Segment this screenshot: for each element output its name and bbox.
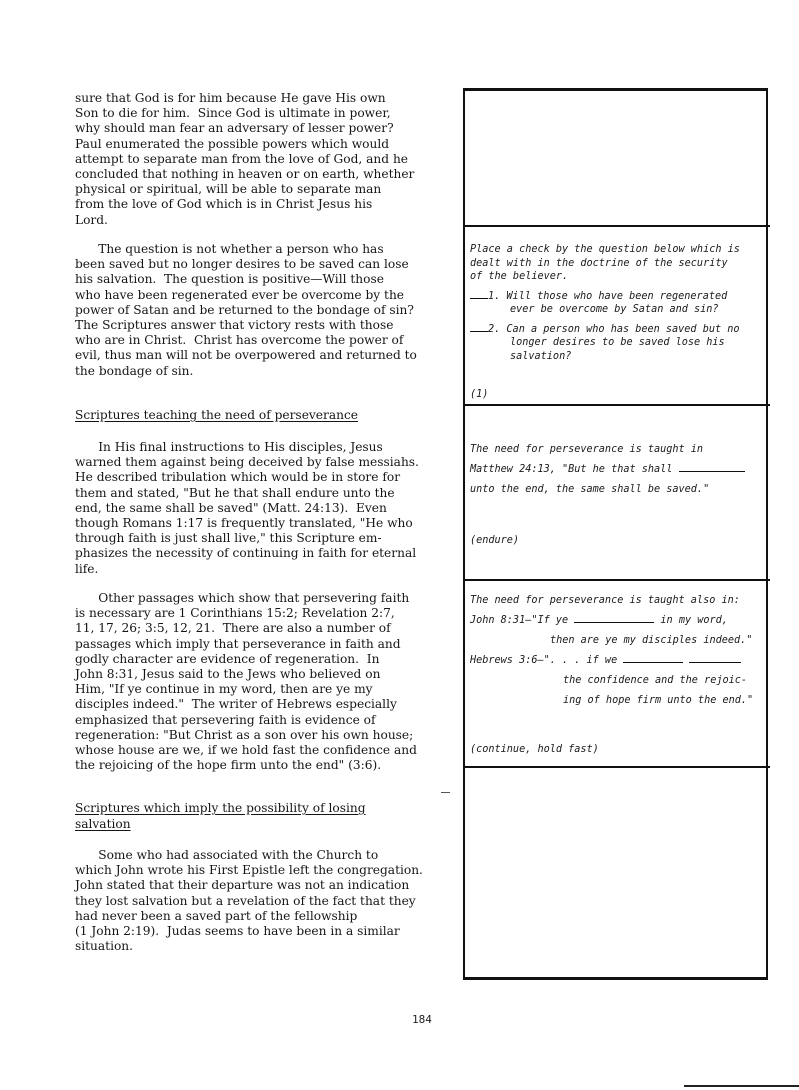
answer-blank-hold[interactable] — [623, 652, 683, 663]
paragraph-line: 11, 17, 26; 3:5, 12, 21. There are also a number of — [75, 621, 391, 636]
frame-instruction: of the believer. — [470, 271, 569, 282]
paragraph-line: phasizes the necessity of continuing in faith for eternal — [75, 546, 417, 561]
paragraph-line: physical or spiritual, will be able to separate man — [75, 182, 382, 197]
frame-text: unto the end, the same shall be saved." — [470, 484, 710, 495]
frame-3-answer: (endure) — [470, 535, 520, 546]
section-heading-losing-salvation — [75, 801, 366, 832]
page-number: 184 — [412, 1013, 432, 1026]
frame-security-question — [470, 243, 765, 363]
option-number: 2. — [488, 323, 501, 335]
paragraph-line: Some who had associated with the Church to — [75, 848, 379, 862]
check-blank-1[interactable] — [470, 288, 488, 299]
paragraph-line: Other passages which show that persevering faith — [75, 591, 410, 605]
paragraph-line: The Scriptures answer that victory rests with those — [75, 318, 394, 333]
option-text: longer desires to be saved lose his — [510, 337, 725, 348]
frame-divider-3 — [463, 579, 770, 581]
paragraph-line: Lord. — [75, 212, 108, 227]
frame-divider-4 — [463, 766, 770, 768]
paragraph-line: them and stated, "But he that shall endure unto the — [75, 485, 395, 500]
frame-text: then are ye my disciples indeed." — [550, 635, 753, 646]
paragraph-line: emphasized that persevering faith is evidence of — [75, 712, 376, 727]
frame-matthew — [470, 440, 765, 500]
option-text: ever be overcome by Satan and sin? — [510, 304, 719, 315]
frame-text: Matthew 24:13, "But he that shall — [470, 464, 673, 475]
paragraph-line: attempt to separate man from the love of God, and he — [75, 151, 409, 166]
paragraph-line: evil, thus man will not be overpowered and returned to — [75, 348, 417, 363]
paragraph-line: (1 John 2:19). Judas seems to have been in a similar — [75, 924, 400, 939]
frame-instruction: Place a check by the question below which is — [470, 244, 740, 255]
paragraph-line: sure that God is for him because He gave His own — [75, 91, 386, 105]
frames-box — [463, 88, 768, 980]
frame-text: ing of hope firm unto the end." — [563, 695, 754, 706]
paragraph-line: Him, "If ye continue in my word, then are ye my — [75, 682, 373, 697]
frame-text: in my word, — [660, 615, 728, 626]
paragraph-line: who are in Christ. Christ has overcome the power of — [75, 333, 404, 348]
paragraph-line: which John wrote his First Epistle left the congregation. — [75, 863, 423, 878]
frame-text: The need for perseverance is taught in — [470, 444, 704, 455]
option-number: 1. — [488, 290, 501, 302]
paragraph-line: from the love of God which is in Christ Jesus his — [75, 197, 373, 212]
paragraph-4 — [75, 591, 467, 773]
frame-text: John 8:31—"If ye — [470, 615, 569, 626]
paragraph-line: Son to die for him. Since God is ultimate in power, — [75, 106, 391, 121]
paragraph-line: The question is not whether a person who has — [75, 242, 384, 256]
paragraph-line: who have been regenerated ever be overcome by the — [75, 287, 405, 302]
paragraph-line: concluded that nothing in heaven or on earth, whether — [75, 167, 415, 182]
frame-4-answer: (continue, hold fast) — [470, 744, 599, 755]
frame-text: the confidence and the rejoic- — [563, 675, 748, 686]
option-text: Will those who have been regenerated — [506, 290, 728, 302]
frame-john-hebrews — [470, 591, 765, 711]
paragraph-line: whose house are we, if we hold fast the confidence and — [75, 743, 417, 758]
frame-divider-2 — [463, 404, 770, 406]
paragraph-line: the bondage of sin. — [75, 363, 194, 378]
option-text: Can a person who has been saved but no — [506, 323, 740, 335]
paragraph-line: disciples indeed." The writer of Hebrews especially — [75, 697, 397, 712]
paragraph-line: life. — [75, 561, 99, 576]
frame-divider-1 — [463, 225, 770, 227]
paragraph-line: his salvation. The question is positive—Will those — [75, 272, 384, 287]
heading-text-line-1: Scriptures which imply the possibility of losing — [75, 801, 366, 815]
paragraph-line: He described tribulation which would be in store for — [75, 470, 401, 485]
paragraph-line: end, the same shall be saved" (Matt. 24:13). Even — [75, 500, 387, 515]
frame-instruction: dealt with in the doctrine of the security — [470, 257, 728, 269]
paragraph-line: power of Satan and be returned to the bondage of sin? — [75, 302, 414, 317]
paragraph-line: through faith is just shall live," this Scripture em- — [75, 531, 382, 546]
paragraph-2 — [75, 242, 467, 379]
paragraph-line: been saved but no longer desires to be saved can lose — [75, 257, 409, 272]
option-text: salvation? — [510, 350, 572, 362]
paragraph-line: the rejoicing of the hope firm unto the end" (3:6). — [75, 758, 382, 773]
paragraph-1 — [75, 91, 467, 228]
scan-edge-line — [684, 1085, 799, 1087]
paragraph-line: had never been a saved part of the fellowship — [75, 908, 358, 923]
paragraph-line: godly character are evidence of regeneration. In — [75, 651, 380, 666]
hebrews-line — [470, 651, 765, 671]
answer-blank[interactable] — [679, 461, 745, 472]
paragraph-5 — [75, 848, 467, 954]
check-blank-2[interactable] — [470, 321, 488, 332]
stray-mark — [441, 792, 450, 793]
paragraph-line: warned them against being deceived by false messiahs. — [75, 455, 419, 470]
heading-text-line-2: salvation — [75, 816, 131, 831]
paragraph-line: though Romans 1:17 is frequently translated, "He who — [75, 516, 413, 531]
frame-text: The need for perseverance is taught also in: — [470, 595, 740, 606]
answer-blank-fast[interactable] — [689, 652, 741, 663]
option-1[interactable] — [470, 288, 765, 317]
frame-text: Hebrews 3:6—". . . if we — [470, 655, 618, 666]
paragraph-line: situation. — [75, 939, 134, 954]
frame-2-answer: (1) — [470, 389, 489, 400]
paragraph-line: they lost salvation but a revelation of the fact that they — [75, 893, 416, 908]
answer-blank-continue[interactable] — [574, 612, 654, 623]
paragraph-line: passages which imply that perseverance in faith and — [75, 636, 401, 651]
paragraph-line: John 8:31, Jesus said to the Jews who believed on — [75, 667, 381, 682]
paragraph-line: Paul enumerated the possible powers which would — [75, 136, 390, 151]
section-heading-perseverance — [75, 408, 358, 424]
paragraph-line: why should man fear an adversary of lesser power? — [75, 121, 394, 136]
paragraph-line: In His final instructions to His disciples, Jesus — [75, 440, 383, 454]
option-2[interactable] — [470, 321, 765, 364]
heading-text: Scriptures teaching the need of perseverance — [75, 408, 358, 422]
paragraph-line: John stated that their departure was not an indication — [75, 878, 410, 893]
paragraph-line: is necessary are 1 Corinthians 15:2; Revelation 2:7, — [75, 606, 395, 621]
frame-text-with-blank — [470, 460, 765, 480]
paragraph-3 — [75, 440, 467, 577]
paragraph-line: regeneration: "But Christ as a son over his own house; — [75, 727, 414, 742]
john-line — [470, 611, 765, 631]
